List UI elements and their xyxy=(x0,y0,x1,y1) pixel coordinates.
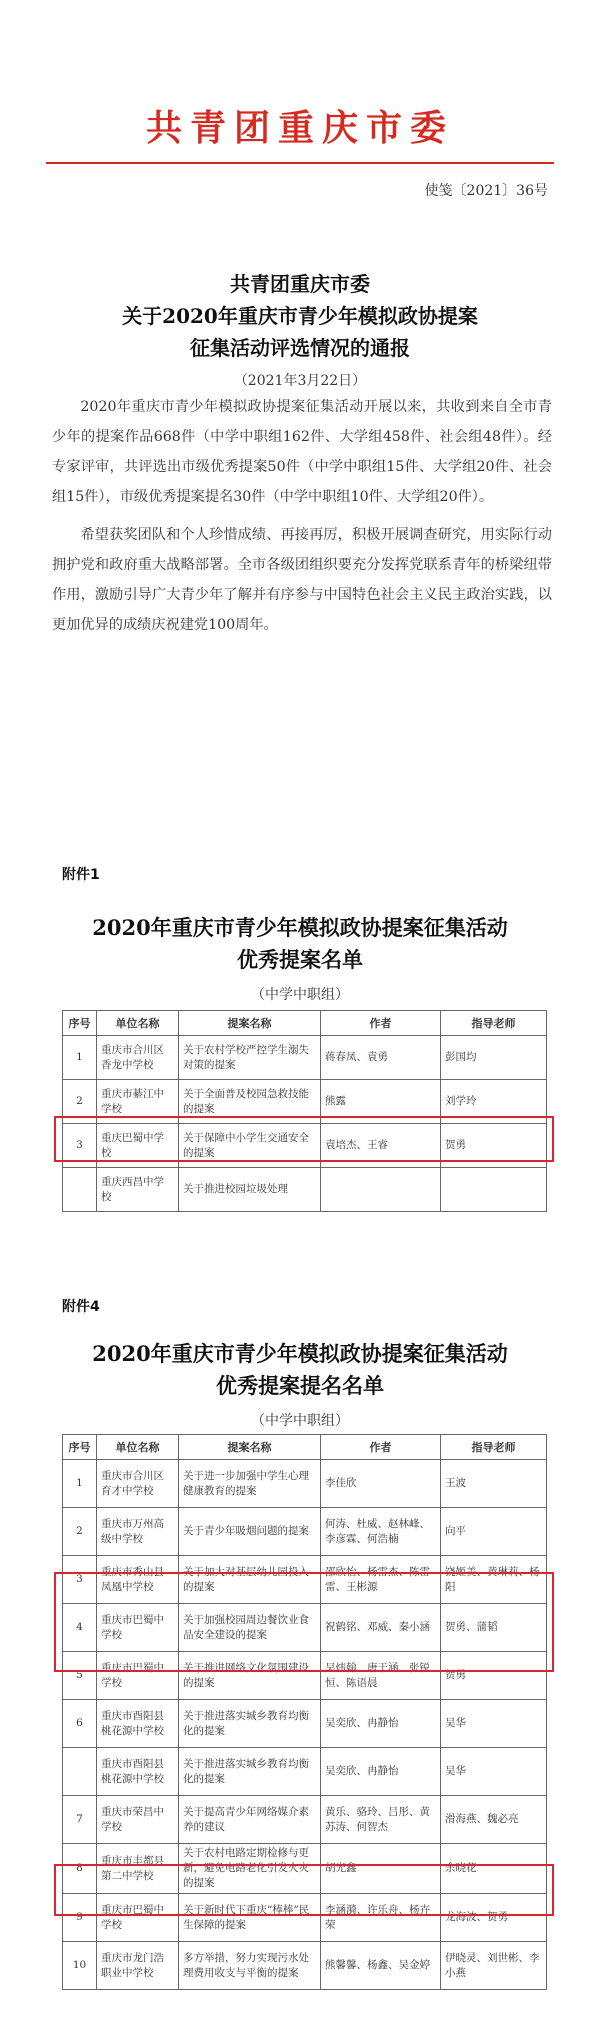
header-unit: 单位名称 xyxy=(97,1011,179,1036)
header-authors: 作者 xyxy=(321,1011,441,1036)
cell-authors: 邵欣怡、杨雷杰、陈雷雷、王彬源 xyxy=(321,1556,441,1604)
title-date: （2021年3月22日） xyxy=(233,373,367,389)
cell-no: 10 xyxy=(63,1942,97,1990)
annex4-table xyxy=(62,1434,547,1990)
cell-authors xyxy=(321,1168,441,1212)
cell-unit: 重庆市巴蜀中学校 xyxy=(97,1652,179,1700)
cell-no xyxy=(63,1168,97,1212)
cell-no: 1 xyxy=(63,1036,97,1080)
cell-no: 3 xyxy=(63,1124,97,1168)
table-row xyxy=(63,1124,547,1168)
header-teacher: 指导老师 xyxy=(441,1435,547,1460)
annex4-label: 附件4 xyxy=(62,1299,100,1315)
cell-no: 2 xyxy=(63,1080,97,1124)
cell-no xyxy=(63,1748,97,1796)
annex4-table-clip xyxy=(62,1434,546,2000)
cell-proposal: 关于加强校园周边餐饮业食品安全建设的提案 xyxy=(179,1604,321,1652)
cell-authors: 吴奕欣、冉静怡 xyxy=(321,1748,441,1796)
header-proposal: 提案名称 xyxy=(179,1435,321,1460)
cell-proposal: 关于推进落实城乡教育均衡化的提案 xyxy=(179,1700,321,1748)
cell-unit: 重庆市秀山县凤凰中学校 xyxy=(97,1556,179,1604)
cell-proposal: 关于农村电路定期检修与更新，避免电路老化引发火灾的提案 xyxy=(179,1844,321,1894)
cell-authors: 胡光鑫 xyxy=(321,1844,441,1894)
table-header-row xyxy=(63,1435,547,1460)
table-row xyxy=(63,1894,547,1942)
cell-teacher: 贺勇、蒲韬 xyxy=(441,1604,547,1652)
annex4-title-2: 优秀提案提名名单 xyxy=(216,1373,384,1398)
title-line-1: 共青团重庆市委 xyxy=(230,272,370,296)
annex1-table-clip xyxy=(62,1010,546,1203)
cell-no: 2 xyxy=(63,1508,97,1556)
cell-teacher: 向平 xyxy=(441,1508,547,1556)
body-text xyxy=(52,392,552,640)
cell-authors: 熊露 xyxy=(321,1080,441,1124)
masthead: 共青团重庆市委 xyxy=(145,108,454,149)
cell-teacher: 龙海波、贺勇 xyxy=(441,1894,547,1942)
cell-no: 9 xyxy=(63,1894,97,1942)
annex1-title-1: 2020年重庆市青少年模拟政协提案征集活动 xyxy=(92,915,508,940)
body-paragraph-1: 2020年重庆市青少年模拟政协提案征集活动开展以来，共收到来自全市青少年的提案作品668件（中学中职组162件、大学组458件、社会组48件）。经专家评审，共评选出市级优秀提案50件（中学中职组15件、大学组20件、社会组15件），市级优秀提案提名30件（中学中职组10件、大学组20件）。 xyxy=(52,399,552,505)
cell-proposal: 关于提高青少年网络媒介素养的建议 xyxy=(179,1796,321,1844)
red-divider xyxy=(46,162,554,164)
table-row xyxy=(63,1748,547,1796)
cell-teacher: 彭国均 xyxy=(441,1036,547,1080)
cell-unit: 重庆市酉阳县桃花源中学校 xyxy=(97,1700,179,1748)
cell-authors: 熊馨馨、杨鑫、吴金婷 xyxy=(321,1942,441,1990)
table-row xyxy=(63,1080,547,1124)
cell-authors: 李涵漪、许乐舟、杨卉荣 xyxy=(321,1894,441,1942)
cell-no: 1 xyxy=(63,1460,97,1508)
cell-authors: 何涛、杜威、赵林峰、李彦霖、何浩楠 xyxy=(321,1508,441,1556)
header-unit: 单位名称 xyxy=(97,1435,179,1460)
title-line-3: 征集活动评选情况的通报 xyxy=(190,336,410,360)
table-row xyxy=(63,1942,547,1990)
cell-teacher: 王波 xyxy=(441,1460,547,1508)
header-proposal: 提案名称 xyxy=(179,1011,321,1036)
cell-authors: 李佳欣 xyxy=(321,1460,441,1508)
annex1-label: 附件1 xyxy=(62,867,100,883)
annex1-table xyxy=(62,1010,547,1212)
cell-no: 4 xyxy=(63,1604,97,1652)
document-number: 使笺〔2021〕36号 xyxy=(424,183,548,199)
cell-proposal: 关于加大对基层幼儿园投入的提案 xyxy=(179,1556,321,1604)
cell-no: 5 xyxy=(63,1652,97,1700)
cell-proposal: 关于进一步加强中学生心理健康教育的提案 xyxy=(179,1460,321,1508)
cell-proposal: 关于新时代下重庆“棒棒”民生保障的提案 xyxy=(179,1894,321,1942)
annex1-title-2: 优秀提案名单 xyxy=(237,947,363,972)
cell-proposal: 关于全面普及校园急救技能的提案 xyxy=(179,1080,321,1124)
cell-unit: 重庆市合川区香龙中学校 xyxy=(97,1036,179,1080)
cell-no: 8 xyxy=(63,1844,97,1894)
table-row xyxy=(63,1652,547,1700)
document-title xyxy=(0,268,600,390)
table-row xyxy=(63,1796,547,1844)
table-row xyxy=(63,1844,547,1894)
cell-teacher: 吴华 xyxy=(441,1700,547,1748)
cell-teacher: 贺勇 xyxy=(441,1124,547,1168)
cell-teacher: 饶姬美、黄琳莉、杨阳 xyxy=(441,1556,547,1604)
cell-no: 6 xyxy=(63,1700,97,1748)
cell-authors: 祝鹤铭、邓威、秦小涵 xyxy=(321,1604,441,1652)
table-row xyxy=(63,1700,547,1748)
cell-unit: 重庆西昌中学校 xyxy=(97,1168,179,1212)
cell-authors: 黄乐、骆玲、吕彤、黄苏涛、何智杰 xyxy=(321,1796,441,1844)
table-header-row xyxy=(63,1011,547,1036)
cell-proposal: 关于推进落实城乡教育均衡化的提案 xyxy=(179,1748,321,1796)
cell-unit: 重庆市綦江中学校 xyxy=(97,1080,179,1124)
cell-proposal: 关于推进网络文化氛围建设的提案 xyxy=(179,1652,321,1700)
cell-unit: 重庆市万州高级中学校 xyxy=(97,1508,179,1556)
cell-teacher: 余晓花 xyxy=(441,1844,547,1894)
cell-authors: 袁培杰、王睿 xyxy=(321,1124,441,1168)
annex1-group: （中学中职组） xyxy=(251,987,349,1003)
cell-no: 3 xyxy=(63,1556,97,1604)
annex4-title-1: 2020年重庆市青少年模拟政协提案征集活动 xyxy=(92,1341,508,1366)
cell-teacher: 吴华 xyxy=(441,1748,547,1796)
table-row xyxy=(63,1168,547,1212)
cell-teacher: 刘学玲 xyxy=(441,1080,547,1124)
body-paragraph-2: 希望获奖团队和个人珍惜成绩、再接再厉，积极开展调查研究，用实际行动拥护党和政府重大战略部署。全市各级团组织要充分发挥党联系青年的桥梁纽带作用，激励引导广大青少年了解并有序参与中国特色社会主义民主政治实践，以更加优异的成绩庆祝建党100周年。 xyxy=(52,527,552,633)
cell-unit: 重庆巴蜀中学校 xyxy=(97,1124,179,1168)
table-row xyxy=(63,1036,547,1080)
cell-proposal: 关于推进校园垃圾处理 xyxy=(179,1168,321,1212)
header-no: 序号 xyxy=(63,1011,97,1036)
cell-authors: 吴奕欣、冉静怡 xyxy=(321,1700,441,1748)
header-authors: 作者 xyxy=(321,1435,441,1460)
table-row xyxy=(63,1604,547,1652)
cell-unit: 重庆市合川区育才中学校 xyxy=(97,1460,179,1508)
cell-unit: 重庆市荣昌中学校 xyxy=(97,1796,179,1844)
cell-authors: 吴炜翰、唐于涵、张锐恒、陈语晨 xyxy=(321,1652,441,1700)
cell-unit: 重庆市龙门浩职业中学校 xyxy=(97,1942,179,1990)
cell-unit: 重庆市巴蜀中学校 xyxy=(97,1894,179,1942)
cell-teacher: 伊晓灵、刘世彬、李小燕 xyxy=(441,1942,547,1990)
cell-unit: 重庆市巴蜀中学校 xyxy=(97,1604,179,1652)
cell-teacher xyxy=(441,1168,547,1212)
table-row xyxy=(63,1508,547,1556)
cell-proposal: 关于农村学校严控学生溺失对策的提案 xyxy=(179,1036,321,1080)
cell-teacher: 贺勇 xyxy=(441,1652,547,1700)
cell-proposal: 多方举措，努力实现污水处理费用收支与平衡的提案 xyxy=(179,1942,321,1990)
cell-unit: 重庆市丰都县第二中学校 xyxy=(97,1844,179,1894)
header-teacher: 指导老师 xyxy=(441,1011,547,1036)
table-row xyxy=(63,1556,547,1604)
cell-authors: 蒋春凤、袁勇 xyxy=(321,1036,441,1080)
annex4-group: （中学中职组） xyxy=(251,1413,349,1429)
title-line-2: 关于2020年重庆市青少年模拟政协提案 xyxy=(122,304,478,328)
cell-no: 7 xyxy=(63,1796,97,1844)
cell-proposal: 关于保障中小学生交通安全的提案 xyxy=(179,1124,321,1168)
table-row xyxy=(63,1460,547,1508)
cell-unit: 重庆市酉阳县桃花源中学校 xyxy=(97,1748,179,1796)
cell-proposal: 关于青少年吸烟问题的提案 xyxy=(179,1508,321,1556)
header-no: 序号 xyxy=(63,1435,97,1460)
cell-teacher: 滑海燕、魏必亮 xyxy=(441,1796,547,1844)
